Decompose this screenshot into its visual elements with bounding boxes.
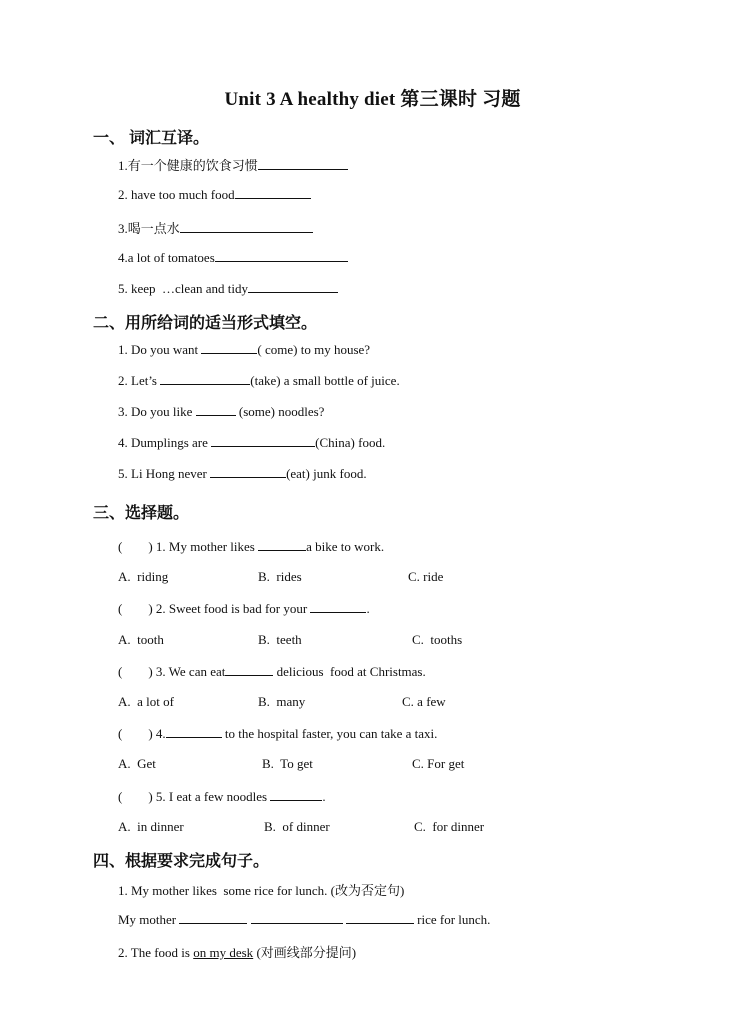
section-3-heading: 三、选择题。 <box>93 505 190 522</box>
answer-blank[interactable] <box>211 434 315 447</box>
question-tail: delicious food at Christmas. <box>273 664 426 679</box>
option-a[interactable]: A. a lot of <box>118 694 174 709</box>
vocab-item-text: 5. keep …clean and tidy <box>118 281 248 296</box>
rewrite-question-1: 1. My mother likes some rice for lunch. (改为否定句) <box>118 883 405 898</box>
option-b[interactable]: B. of dinner <box>264 819 330 834</box>
answer-blank[interactable] <box>196 403 236 416</box>
answer-blank[interactable] <box>270 788 322 801</box>
question-stem: ( ) 2. Sweet food is bad for your <box>118 601 311 616</box>
section-2-heading: 二、用所给词的适当形式填空。 <box>93 315 318 332</box>
answer-blank[interactable] <box>258 157 348 170</box>
answer-blank[interactable] <box>179 911 247 924</box>
vocab-item-5 <box>118 280 338 297</box>
option-c[interactable]: C. a few <box>402 694 446 709</box>
answer-blank[interactable] <box>235 186 311 199</box>
fill-item-post: (China) food. <box>315 435 386 450</box>
answer-blank[interactable] <box>225 663 273 676</box>
question-stem: ( ) 5. I eat a few noodles <box>118 789 271 804</box>
option-a[interactable]: A. Get <box>118 756 156 771</box>
answer-blank[interactable] <box>346 911 414 924</box>
answer-blank[interactable] <box>248 280 338 293</box>
fill-item-pre: 5. Li Hong never <box>118 466 211 481</box>
underlined-phrase: on my desk <box>193 945 254 960</box>
answer-blank[interactable] <box>310 600 366 613</box>
vocab-item-text: 3.喝一点水 <box>118 221 180 236</box>
answer-blank[interactable] <box>180 220 313 233</box>
question-tail: a bike to work. <box>306 539 385 554</box>
question-stem: 2. The food is <box>118 945 194 960</box>
choice-question-1 <box>118 538 384 555</box>
option-b[interactable]: B. rides <box>258 569 302 584</box>
choice-question-3 <box>118 663 426 680</box>
answer-blank[interactable] <box>258 538 306 551</box>
fill-item-3 <box>118 403 324 420</box>
fill-item-5 <box>118 465 367 482</box>
vocab-item-text: 4.a lot of tomatoes <box>118 250 215 265</box>
vocab-item-4 <box>118 249 348 266</box>
question-tail: . <box>322 789 326 804</box>
option-c[interactable]: C. ride <box>408 569 444 584</box>
section-1-heading: 一、 词汇互译。 <box>93 130 210 147</box>
answer-blank[interactable] <box>166 725 222 738</box>
question-stem: ( ) 1. My mother likes <box>118 539 259 554</box>
fill-item-pre: 4. Dumplings are <box>118 435 212 450</box>
vocab-item-text: 1.有一个健康的饮食习惯 <box>118 158 258 173</box>
choice-question-5 <box>118 788 326 805</box>
vocab-item-3 <box>118 218 313 237</box>
answer-blank[interactable] <box>160 372 250 385</box>
section-4-heading: 四、根据要求完成句子。 <box>93 853 270 870</box>
option-c[interactable]: C. for dinner <box>414 819 485 834</box>
question-tail: . <box>366 601 370 616</box>
choice-question-4 <box>118 725 437 742</box>
answer-blank[interactable] <box>201 341 257 354</box>
rewrite-question-2 <box>118 942 356 961</box>
question-stem: ( ) 3. We can eat <box>118 664 226 679</box>
option-b[interactable]: B. To get <box>262 756 313 771</box>
vocab-item-2 <box>118 186 311 203</box>
vocab-item-text: 2. have too much food <box>118 187 235 202</box>
fill-item-post: (eat) junk food. <box>286 466 367 481</box>
fill-item-1 <box>118 341 370 358</box>
option-b[interactable]: B. many <box>258 694 306 709</box>
answer-blank[interactable] <box>210 465 286 478</box>
answer-blank[interactable] <box>215 249 348 262</box>
answer-suffix: rice for lunch. <box>413 912 491 927</box>
option-b[interactable]: B. teeth <box>258 632 302 647</box>
option-a[interactable]: A. tooth <box>118 632 164 647</box>
fill-item-pre: 2. Let’s <box>118 373 161 388</box>
option-c[interactable]: C. tooths <box>412 632 463 647</box>
fill-item-2 <box>118 372 400 389</box>
fill-item-post: ( come) to my house? <box>257 342 371 357</box>
fill-item-post: (take) a small bottle of juice. <box>250 373 400 388</box>
option-a[interactable]: A. riding <box>118 569 169 584</box>
rewrite-answer-1 <box>118 911 490 928</box>
question-tail: to the hospital faster, you can take a taxi. <box>221 726 438 741</box>
question-instruction: (对画线部分提问) <box>253 945 357 960</box>
vocab-item-1 <box>118 155 348 174</box>
fill-item-pre: 3. Do you like <box>118 404 196 419</box>
question-stem: ( ) 4. <box>118 726 166 741</box>
fill-item-post: (some) noodles? <box>235 404 325 419</box>
option-c[interactable]: C. For get <box>412 756 465 771</box>
option-a[interactable]: A. in dinner <box>118 819 184 834</box>
choice-question-2 <box>118 600 370 617</box>
fill-item-4 <box>118 434 385 451</box>
answer-blank[interactable] <box>251 911 343 924</box>
answer-prefix: My mother <box>118 912 180 927</box>
page-title: Unit 3 A healthy diet 第三课时 习题 <box>224 89 521 110</box>
fill-item-pre: 1. Do you want <box>118 342 202 357</box>
